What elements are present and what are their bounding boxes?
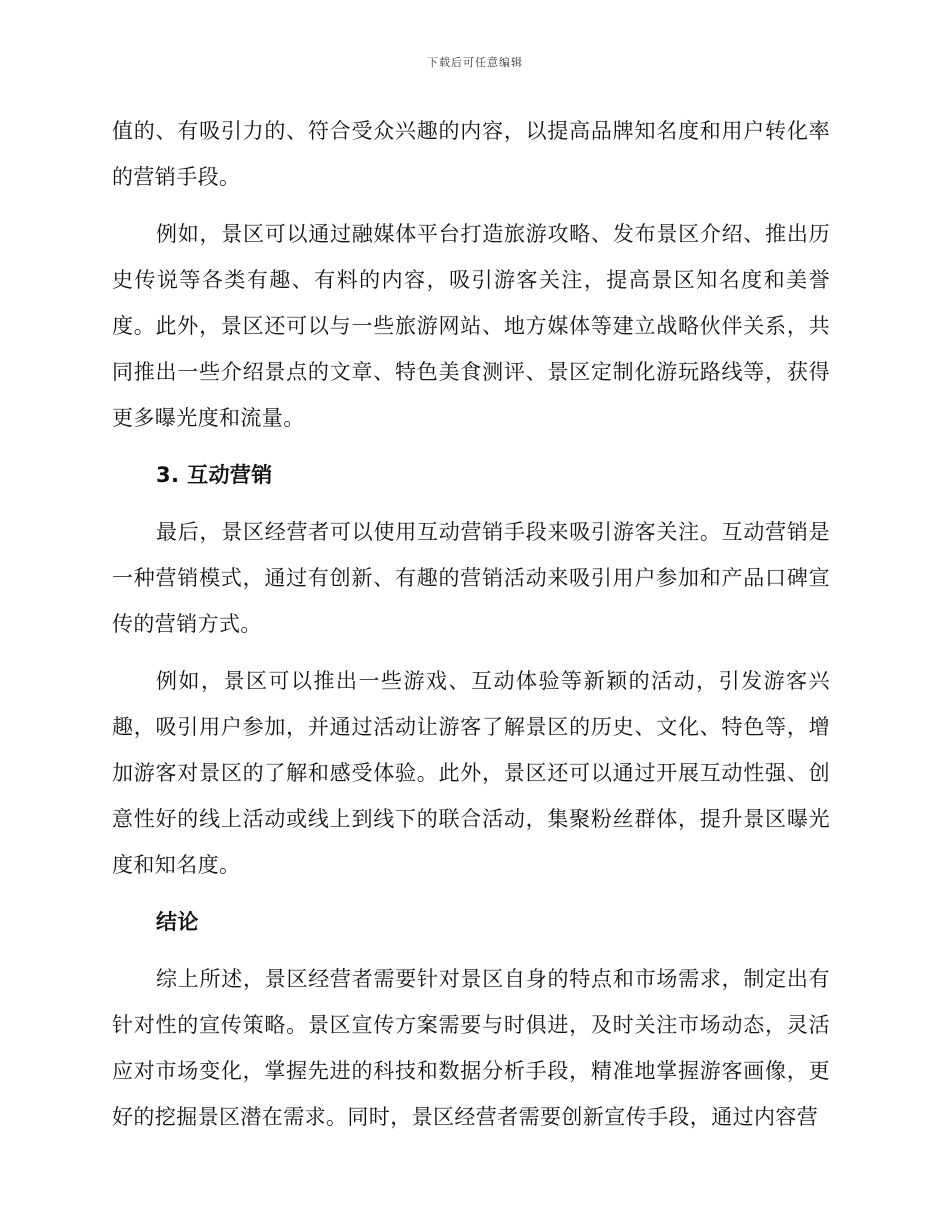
document-body [112, 108, 830, 1151]
section-heading-interactive-marketing: 3. 互动营销 [156, 463, 273, 487]
paragraph-interactive-marketing-definition: 最后，景区经营者可以使用互动营销手段来吸引游客关注。互动营销是一种营销模式，通过有创新、有趣的营销活动来吸引用户参加和产品口碑宣传的营销方式。 [112, 520, 830, 636]
paragraph-content-marketing-example: 例如，景区可以通过融媒体平台打造旅游攻略、发布景区介绍、推出历史传说等各类有趣、有料的内容，吸引游客关注，提高景区知名度和美誉度。此外，景区还可以与一些旅游网站、地方媒体等建立战略伙伴关系，共同推出一些介绍景点的文章、特色美食测评、景区定制化游玩路线等，获得更多曝光度和流量。 [112, 222, 830, 430]
paragraph-content-marketing-definition: 值的、有吸引力的、符合受众兴趣的内容，以提高品牌知名度和用户转化率的营销手段。 [112, 119, 830, 189]
section-heading-conclusion: 结论 [156, 910, 199, 934]
paragraph-interactive-marketing-example: 例如，景区可以推出一些游戏、互动体验等新颖的活动，引发游客兴趣，吸引用户参加，并通过活动让游客了解景区的历史、文化、特色等，增加游客对景区的了解和感受体验。此外，景区还可以通过开展互动性强、创意性好的线上活动或线上到线下的联合活动，集聚粉丝群体，提升景区曝光度和知名度。 [112, 669, 830, 877]
paragraph-conclusion: 综上所述，景区经营者需要针对景区自身的特点和市场需求，制定出有针对性的宣传策略。景区宣传方案需要与时俱进，及时关注市场动态，灵活应对市场变化，掌握先进的科技和数据分析手段，精准地掌握游客画像，更好的挖掘景区潜在需求。同时，景区经营者需要创新宣传手段，通过内容营 [112, 967, 830, 1129]
page-header: 下载后可任意编辑 [427, 56, 523, 69]
